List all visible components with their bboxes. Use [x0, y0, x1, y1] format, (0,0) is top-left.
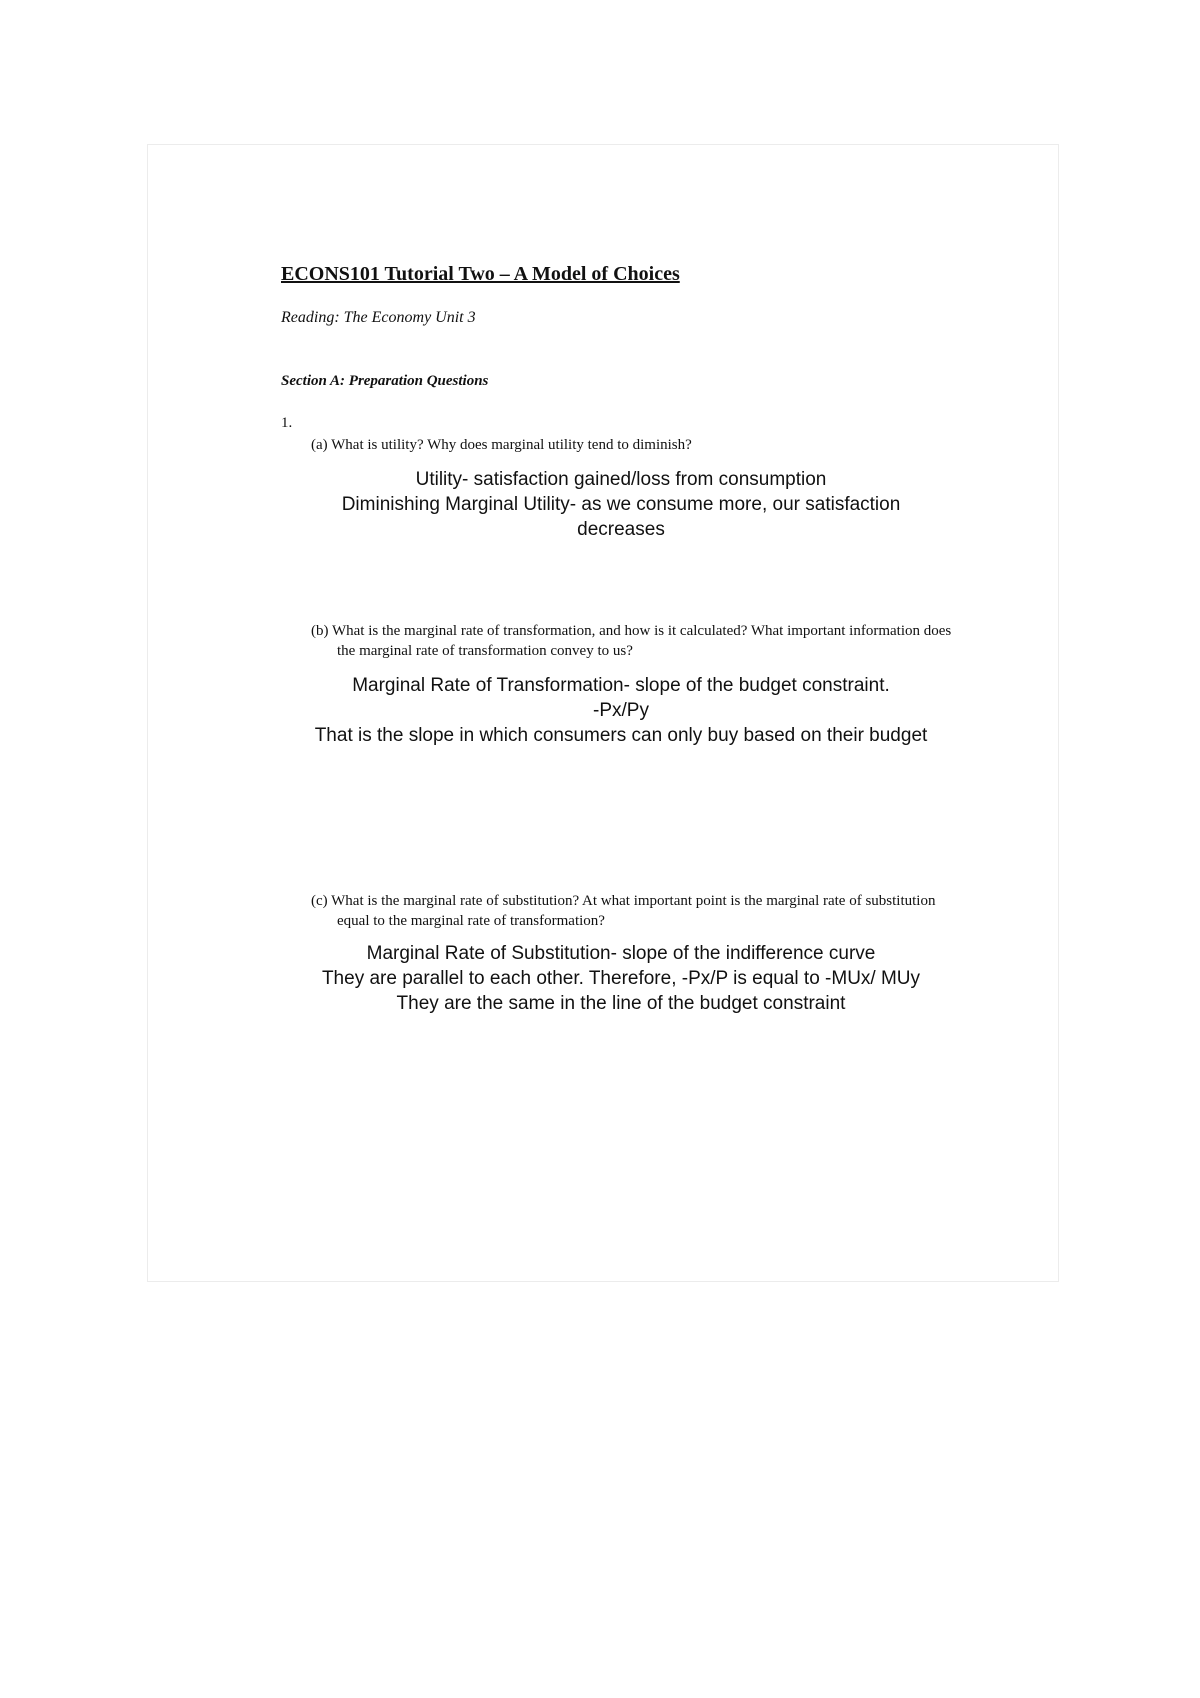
answer-a-line-1: Utility- satisfaction gained/loss from consumption [415, 469, 827, 490]
question-c: (c) What is the marginal rate of substitution? At what important point is the marginal rate of substitution equal to the marginal rate of transformation? [311, 893, 936, 929]
answer-b-line-1: Marginal Rate of Transformation- slope of the budget constraint. [352, 675, 890, 696]
answer-b [311, 673, 931, 748]
document-page [147, 144, 1059, 1282]
answer-b-line-2: -Px/Py [593, 700, 649, 721]
answer-c [311, 941, 931, 1016]
question-a: (a) What is utility? Why does marginal utility tend to diminish? [311, 437, 692, 453]
question-b: (b) What is the marginal rate of transformation, and how is it calculated? What important information does the marginal rate of transformation convey to us? [311, 623, 952, 659]
answer-a [311, 467, 931, 542]
answer-b-line-3: That is the slope in which consumers can only buy based on their budget [314, 725, 928, 746]
answer-c-line-2: They are parallel to each other. Therefore, -Px/P is equal to -MUx/ MUy [321, 968, 921, 989]
answer-c-line-3: They are the same in the line of the budget constraint [396, 993, 846, 1014]
section-heading: Section A: Preparation Questions [281, 373, 489, 389]
document-title: ECONS101 Tutorial Two – A Model of Choices [281, 263, 680, 285]
reading-reference: Reading: The Economy Unit 3 [281, 309, 476, 326]
question-number: 1. [281, 415, 293, 431]
answer-a-line-2: Diminishing Marginal Utility- as we consume more, our satisfaction decreases [341, 494, 901, 540]
answer-c-line-1: Marginal Rate of Substitution- slope of the indifference curve [366, 943, 876, 964]
